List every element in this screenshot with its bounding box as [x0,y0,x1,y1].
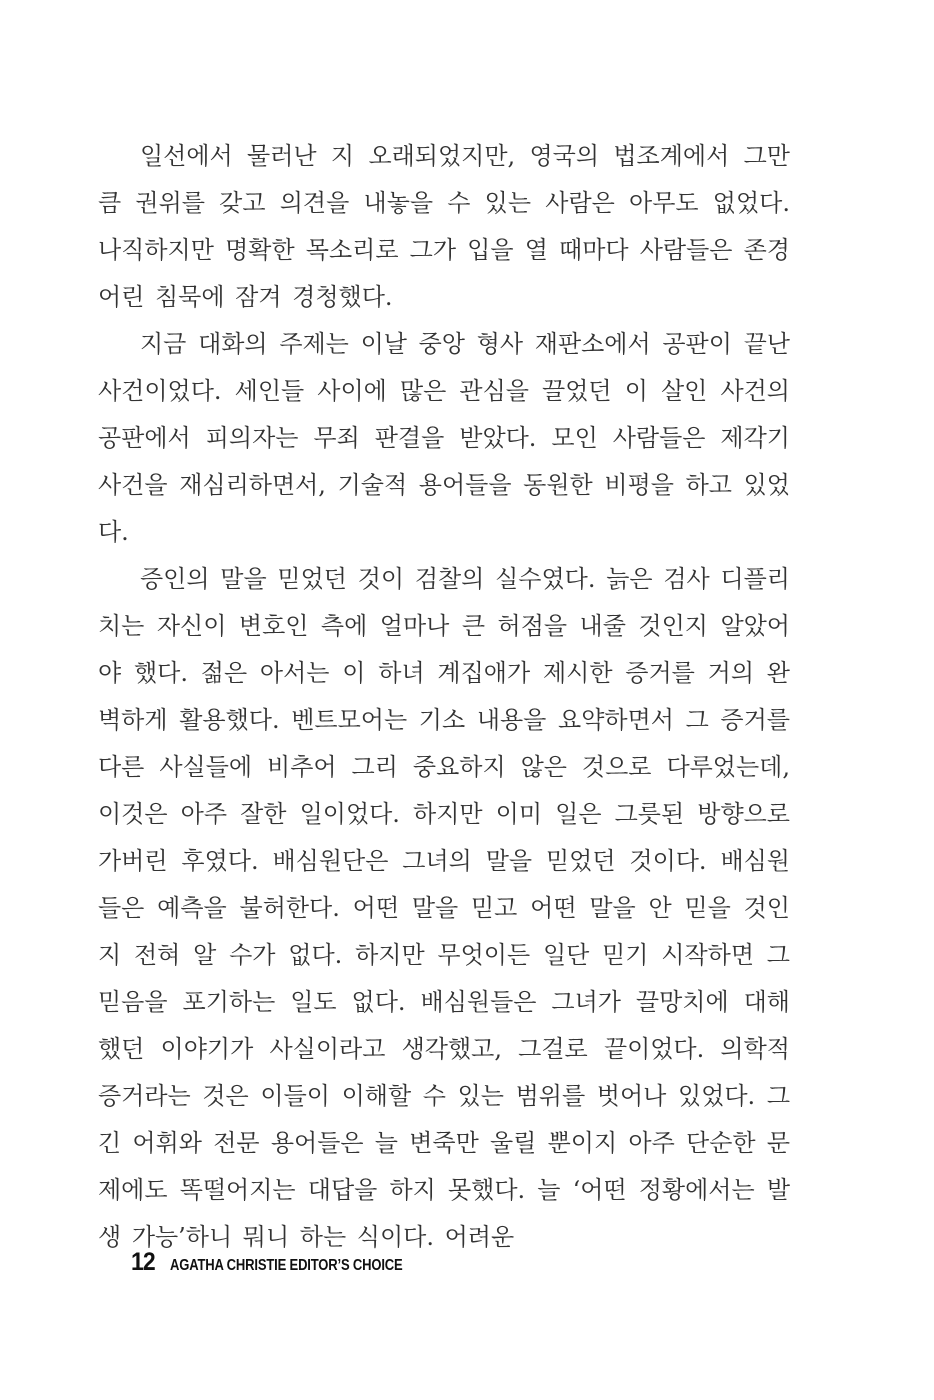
body-text-block [98,133,790,1261]
page-number: 12 [131,1248,155,1276]
paragraph-1: 일선에서 물러난 지 오래되었지만, 영국의 법조계에서 그만큼 권위를 갖고 의견을 내놓을 수 있는 사람은 아무도 없었다. 나직하지만 명확한 목소리로 그가 입을 열 때마다 사람들은 존경 어린 침묵에 잠겨 경청했다. [98,142,790,311]
page-footer [131,1248,447,1277]
paragraph-3: 증인의 말을 믿었던 것이 검찰의 실수였다. 늙은 검사 디플리치는 자신이 변호인 측에 얼마나 큰 허점을 내줄 것인지 알았어야 했다. 젊은 아서는 이 하녀 계집애가 제시한 증거를 거의 완벽하게 활용했다. 벤트모어는 기소 내용을 요약하면서 그 증거를 다른 사실들에 비추어 그리 중요하지 않은 것으로 다루었는데, 이것은 아주 잘한 일이었다. 하지만 이미 일은 그릇된 방향으로 가버린 후였다. 배심원단은 그녀의 말을 믿었던 것이다. 배심원들은 예측을 불허한다. 어떤 말을 믿고 어떤 말을 안 믿을 것인지 전혀 알 수가 없다. 하지만 무엇이든 일단 믿기 시작하면 그 믿음을 포기하는 일도 없다. 배심원들은 그녀가 끌망치에 대해 했던 이야기가 사실이라고 생각했고, 그걸로 끝이었다. 의학적 증거라는 것은 이들이 이해할 수 있는 범위를 벗어나 있었다. 그 긴 어휘와 전문 용어들은 늘 변죽만 울릴 뿐이지 아주 단순한 문제에도 똑떨어지는 대답을 하지 못했다. 늘 ‘어떤 정황에서는 발생 가능’하니 뭐니 하는 식이다. 어려운 [98,565,790,1251]
paragraph-2: 지금 대화의 주제는 이날 중앙 형사 재판소에서 공판이 끝난 사건이었다. 세인들 사이에 많은 관심을 끌었던 이 살인 사건의 공판에서 피의자는 무죄 판결을 받았다. 모인 사람들은 제각기 사건을 재심리하면서, 기술적 용어들을 동원한 비평을 하고 있었다. [98,330,790,546]
running-title: AGATHA CHRISTIE EDITOR’S CHOICE [169,1257,403,1274]
